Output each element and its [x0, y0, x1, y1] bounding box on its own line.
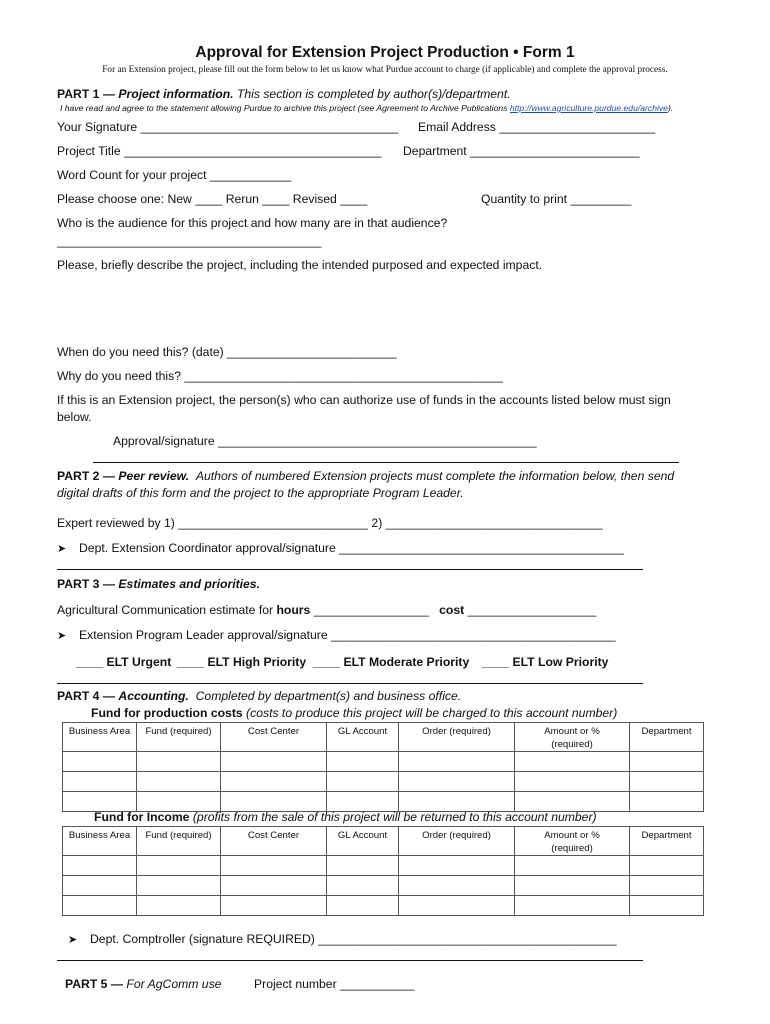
table-cell[interactable] [327, 752, 399, 772]
fund-income-label: Fund for Income [94, 810, 190, 824]
table-cell[interactable] [63, 896, 137, 916]
table-cell[interactable] [137, 772, 221, 792]
table-header-row [63, 723, 704, 752]
col-fund: Fund (required) [137, 827, 221, 856]
table-cell[interactable] [630, 792, 704, 812]
table-cell[interactable] [221, 752, 327, 772]
section-divider [57, 683, 643, 684]
table-cell[interactable] [515, 792, 630, 812]
table-cell[interactable] [399, 896, 515, 916]
col-order: Order (required) [399, 723, 515, 752]
part2-heading [57, 469, 674, 483]
part4-label: PART 4 — [57, 689, 116, 703]
col-business-area: Business Area [63, 827, 137, 856]
part5-heading [65, 977, 221, 991]
program-leader-approval-text: Extension Program Leader approval/signature __________________________________________ [79, 628, 616, 642]
priority-high[interactable]: ____ ELT High Priority [177, 655, 307, 669]
table-header-row [63, 827, 704, 856]
table-cell[interactable] [630, 876, 704, 896]
col-amount: Amount or % (required) [515, 827, 630, 856]
archive-link[interactable]: http://www.agriculture.purdue.edu/archive [509, 103, 668, 113]
fund-income-caption [94, 810, 597, 824]
table-row[interactable] [63, 896, 704, 916]
date-needed-field[interactable]: When do you need this? (date) _________________________ [57, 345, 397, 359]
col-business-area: Business Area [63, 723, 137, 752]
part5-label: PART 5 — [65, 977, 124, 991]
part1-label: PART 1 — [57, 87, 116, 101]
part2-desc: Authors of numbered Extension projects must complete the information below, then send [195, 469, 675, 483]
table-cell[interactable] [515, 772, 630, 792]
part1-desc: This section is completed by author(s)/department. [236, 87, 511, 101]
audience-question: Who is the audience for this project and how many are in that audience? [57, 216, 448, 230]
describe-question: Please, briefly describe the project, including the intended purposed and expected impact. [57, 258, 543, 272]
table-row[interactable] [63, 772, 704, 792]
table-cell[interactable] [137, 856, 221, 876]
table-row[interactable] [63, 876, 704, 896]
part2-title: Peer review. [118, 469, 190, 483]
part4-title: Accounting. [118, 689, 189, 703]
col-fund: Fund (required) [137, 723, 221, 752]
arrow-bullet-icon: ➤ [57, 543, 67, 555]
comptroller-signature-text: Dept. Comptroller (signature REQUIRED) ____________________________________________ [90, 932, 617, 946]
table-cell[interactable] [399, 792, 515, 812]
table-cell[interactable] [399, 876, 515, 896]
table-cell[interactable] [63, 876, 137, 896]
part3-heading [57, 577, 260, 591]
funds-note-line1: If this is an Extension project, the person(s) who can authorize use of funds in the accounts listed below must sign [57, 393, 671, 407]
table-cell[interactable] [630, 772, 704, 792]
department-field[interactable]: Department _________________________ [403, 144, 640, 158]
part3-title: Estimates and priorities. [118, 577, 260, 591]
table-cell[interactable] [63, 772, 137, 792]
table-cell[interactable] [630, 896, 704, 916]
fund-costs-label: Fund for production costs [91, 706, 243, 720]
col-department: Department [630, 723, 704, 752]
archive-note-text: I have read and agree to the statement allowing Purdue to archive this project (see Agreement to Archive Publications [60, 103, 508, 113]
table-cell[interactable] [221, 792, 327, 812]
table-cell[interactable] [399, 856, 515, 876]
form-title: Approval for Extension Project Production • Form 1 [195, 44, 575, 61]
section-divider [57, 569, 643, 570]
expert-reviewers-field[interactable]: Expert reviewed by 1) ____________________________ 2) ________________________________ [57, 516, 603, 530]
table-cell[interactable] [515, 752, 630, 772]
section-divider [93, 462, 679, 463]
table-cell[interactable] [221, 772, 327, 792]
estimate-cost-label: cost [439, 603, 465, 617]
col-cost-center: Cost Center [221, 827, 327, 856]
part4-desc: Completed by department(s) and business office. [195, 689, 462, 703]
agcomm-estimate-field[interactable] [57, 603, 596, 617]
arrow-bullet-icon: ➤ [57, 630, 67, 642]
income-table [62, 826, 704, 916]
table-cell[interactable] [399, 752, 515, 772]
word-count-field[interactable]: Word Count for your project ____________ [57, 168, 292, 182]
part5-desc: For AgComm use [126, 977, 222, 991]
col-department: Department [630, 827, 704, 856]
archive-note [60, 103, 673, 113]
priority-urgent[interactable]: ____ ELT Urgent [76, 655, 172, 669]
table-cell[interactable] [63, 856, 137, 876]
table-cell[interactable] [327, 876, 399, 896]
table-cell[interactable] [630, 856, 704, 876]
col-amount: Amount or % (required) [515, 723, 630, 752]
part1-heading [57, 87, 511, 101]
table-cell[interactable] [327, 772, 399, 792]
table-cell[interactable] [327, 896, 399, 916]
coordinator-approval-text: Dept. Extension Coordinator approval/signature __________________________________________ [79, 541, 624, 555]
audience-field[interactable]: _______________________________________ [57, 234, 322, 248]
quantity-field[interactable]: Quantity to print _________ [481, 192, 632, 206]
col-gl-account: GL Account [327, 827, 399, 856]
funds-note-line2: below. [57, 410, 92, 424]
project-title-field[interactable]: Project Title ______________________________________ [57, 144, 382, 158]
table-cell[interactable] [515, 896, 630, 916]
table-cell[interactable] [399, 772, 515, 792]
estimate-hours-blank: _________________ [313, 603, 429, 617]
program-leader-approval[interactable] [57, 628, 616, 642]
table-cell[interactable] [137, 896, 221, 916]
estimate-hours-label: hours [276, 603, 311, 617]
table-row[interactable] [63, 752, 704, 772]
estimate-label: Agricultural Communication estimate for [57, 603, 274, 617]
project-type-choice[interactable]: Please choose one: New ____ Rerun ____ Revised ____ [57, 192, 368, 206]
col-gl-account: GL Account [327, 723, 399, 752]
production-costs-table [62, 722, 704, 812]
part2-desc-line2: digital drafts of this form and the project to the appropriate Program Leader. [57, 486, 464, 500]
comptroller-signature[interactable] [68, 932, 616, 946]
part3-label: PART 3 — [57, 577, 116, 591]
table-cell[interactable] [630, 752, 704, 772]
table-row[interactable] [63, 856, 704, 876]
estimate-cost-blank: ___________________ [467, 603, 597, 617]
table-row[interactable] [63, 792, 704, 812]
col-cost-center: Cost Center [221, 723, 327, 752]
table-cell[interactable] [327, 856, 399, 876]
approval-signature-field[interactable]: Approval/signature _______________________________________________ [113, 434, 537, 448]
section-divider [57, 960, 643, 961]
table-cell[interactable] [221, 856, 327, 876]
col-order: Order (required) [399, 827, 515, 856]
fund-income-desc: (profits from the sale of this project will be returned to this account number) [192, 810, 597, 824]
email-field[interactable]: Email Address _______________________ [418, 120, 656, 134]
fund-costs-caption [91, 706, 617, 720]
priority-moderate[interactable]: ____ ELT Moderate Priority [313, 655, 470, 669]
table-cell[interactable] [137, 752, 221, 772]
table-cell[interactable] [221, 896, 327, 916]
table-cell[interactable] [515, 876, 630, 896]
arrow-bullet-icon: ➤ [68, 934, 78, 946]
table-cell[interactable] [63, 752, 137, 772]
form-subtitle: For an Extension project, please fill out the form below to let us know what Purdue account to charge (if applicable) and complete the approval process. [102, 65, 668, 75]
signature-field[interactable]: Your Signature ______________________________________ [57, 120, 399, 134]
table-cell[interactable] [63, 792, 137, 812]
archive-note-end: ). [667, 103, 674, 113]
table-cell[interactable] [137, 792, 221, 812]
fund-costs-desc: (costs to produce this project will be charged to this account number) [246, 706, 618, 720]
part4-heading [57, 689, 461, 703]
table-cell[interactable] [137, 876, 221, 896]
priority-low[interactable]: ____ ELT Low Priority [482, 655, 609, 669]
table-cell[interactable] [327, 792, 399, 812]
project-number-field[interactable]: Project number ___________ [254, 977, 415, 991]
part2-label: PART 2 — [57, 469, 116, 483]
part1-title: Project information. [118, 87, 234, 101]
table-cell[interactable] [221, 876, 327, 896]
coordinator-approval[interactable] [57, 541, 624, 555]
reason-field[interactable]: Why do you need this? _______________________________________________ [57, 369, 503, 383]
table-cell[interactable] [515, 856, 630, 876]
